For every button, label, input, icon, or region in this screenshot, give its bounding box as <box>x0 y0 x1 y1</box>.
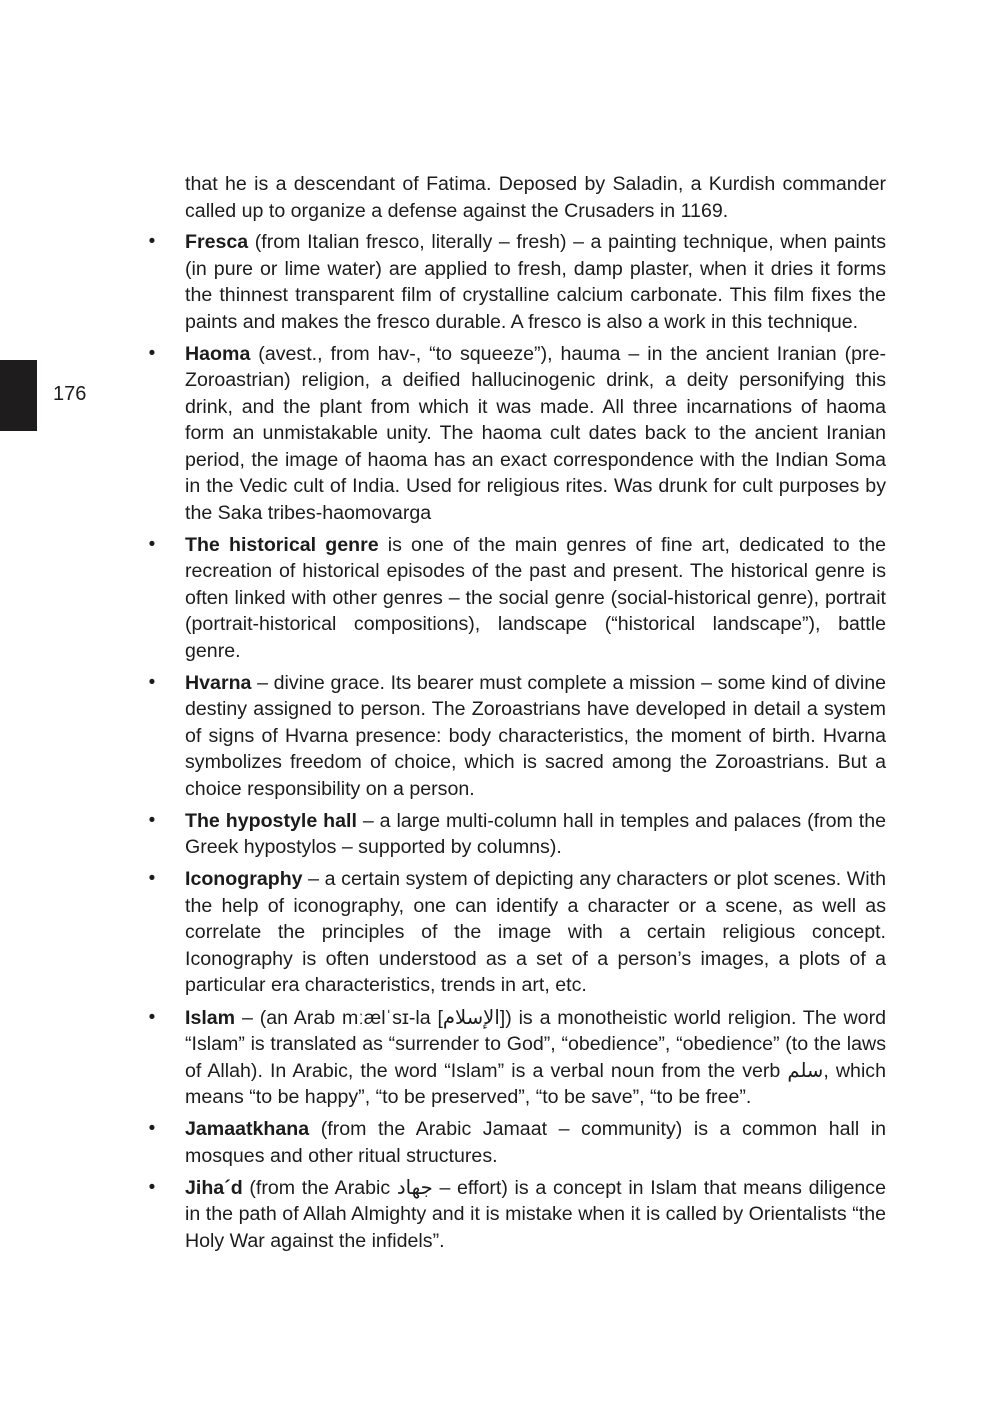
definition-text: – a certain system of depicting any characters or plot scenes. With the help of iconography, one can identify a character or a scene, as well as correlate the principles of the image with a certain religious concept. Iconography is often understood as a set of a person’s images, a plots of a particular era characteristics, trends in art, etc. <box>185 868 886 997</box>
continued-paragraph: that he is a descendant of Fatima. Deposed by Saladin, a Kurdish commander called up to organize a defense against the Crusaders in 1169. <box>185 173 886 222</box>
term-label: Jamaatkhana <box>185 1118 310 1141</box>
definition-text: – (an Arab mːælˈsɪ-la [الإسلام]) is a monotheistic world religion. The word “Islam” is translated as “surrender to God”, “obedience”, “obedience” (to the laws of Allah). In Arabic, the word “Islam” is a verbal noun from the verb سلم, which means “to be happy”, “to be preserved”, “to be save”, “to be free”. <box>185 1006 886 1109</box>
glossary-entry-jamaatkhana <box>148 1116 886 1169</box>
term-label: Hvarna <box>185 671 252 694</box>
bullet-icon: • <box>148 1118 156 1140</box>
definition-text: (from Italian fresco, literally – fresh) – a painting technique, when paints (in pure or lime water) are applied to fresh, damp plaster, when it dries it forms the thinnest transparent film of crystalline calcium carbonate. This film fixes the paints and makes the fresco durable. A fresco is also a work in this technique. <box>185 231 886 333</box>
bullet-icon: • <box>148 809 156 831</box>
term-label: Jiha´d <box>185 1176 243 1199</box>
glossary-content <box>148 171 886 1260</box>
page-edge-tab <box>0 360 37 431</box>
term-label: Fresca <box>185 231 249 253</box>
bullet-icon: • <box>148 231 156 252</box>
bullet-icon: • <box>148 671 156 693</box>
term-label: Islam <box>185 1006 236 1029</box>
glossary-entry-islam <box>148 1005 886 1111</box>
bullet-icon: • <box>148 868 156 890</box>
definition-text: (avest., from hav-, “to squeeze”), hauma – in the ancient Iranian (pre-Zoroastrian) religion, a deified hallucinogenic drink, a deity personifying this drink, and the plant from which it was made. All three incarnations of haoma form an unmistakable unity. The haoma cult dates back to the ancient Iranian period, the image of haoma has an exact correspondence with the Indian Soma in the Vedic cult of India. Used for religious rites. Was drunk for cult purposes by the Saka tribes-haomovarga <box>185 342 886 524</box>
glossary-entry-hvarna <box>148 670 886 803</box>
definition-text: is one of the main genres of fine art, dedicated to the recreation of historical episodes of the past and present. The historical genre is often linked with other genres – the social genre (social-historical genre), portrait (portrait-historical compositions), landscape (“historical landscape”), battle genre. <box>185 533 886 662</box>
definition-text: (from the Arabic Jamaat – community) is a common hall in mosques and other ritual structures. <box>185 1118 886 1167</box>
definition-text: – divine grace. Its bearer must complete a mission – some kind of divine destiny assigned to person. The Zoroastrians have developed in detail a system of signs of Hvarna presence: body characteristics, the moment of birth. Hvarna symbolizes freedom of choice, which is sacred among the Zoroastrians. But a choice responsibility on a person. <box>185 671 886 800</box>
term-label: The hypostyle hall <box>185 809 357 832</box>
term-label: Haoma <box>185 342 251 365</box>
bullet-icon: • <box>148 533 156 555</box>
term-label: The historical genre <box>185 533 379 556</box>
glossary-entry-fresca <box>148 229 886 335</box>
definition-text: (from the Arabic جهاد – effort) is a concept in Islam that means diligence in the path of Allah Almighty and it is mistake when it is called by Orientalists “the Holy War against the infidels”. <box>185 1176 886 1252</box>
bullet-icon: • <box>148 1176 156 1198</box>
glossary-entry-hypostyle-hall <box>148 808 886 861</box>
bullet-icon: • <box>148 342 156 364</box>
page-number: 176 <box>53 383 87 405</box>
definition-text: – a large multi-column hall in temples and palaces (from the Greek hypostylos – supported by columns). <box>185 809 886 859</box>
term-label: Iconography <box>185 868 303 891</box>
glossary-entry-jihad <box>148 1175 886 1255</box>
glossary-entry-iconography <box>148 866 886 999</box>
glossary-entry-historical-genre <box>148 532 886 665</box>
glossary-entry-haoma <box>148 341 886 527</box>
bullet-icon: • <box>148 1006 156 1028</box>
